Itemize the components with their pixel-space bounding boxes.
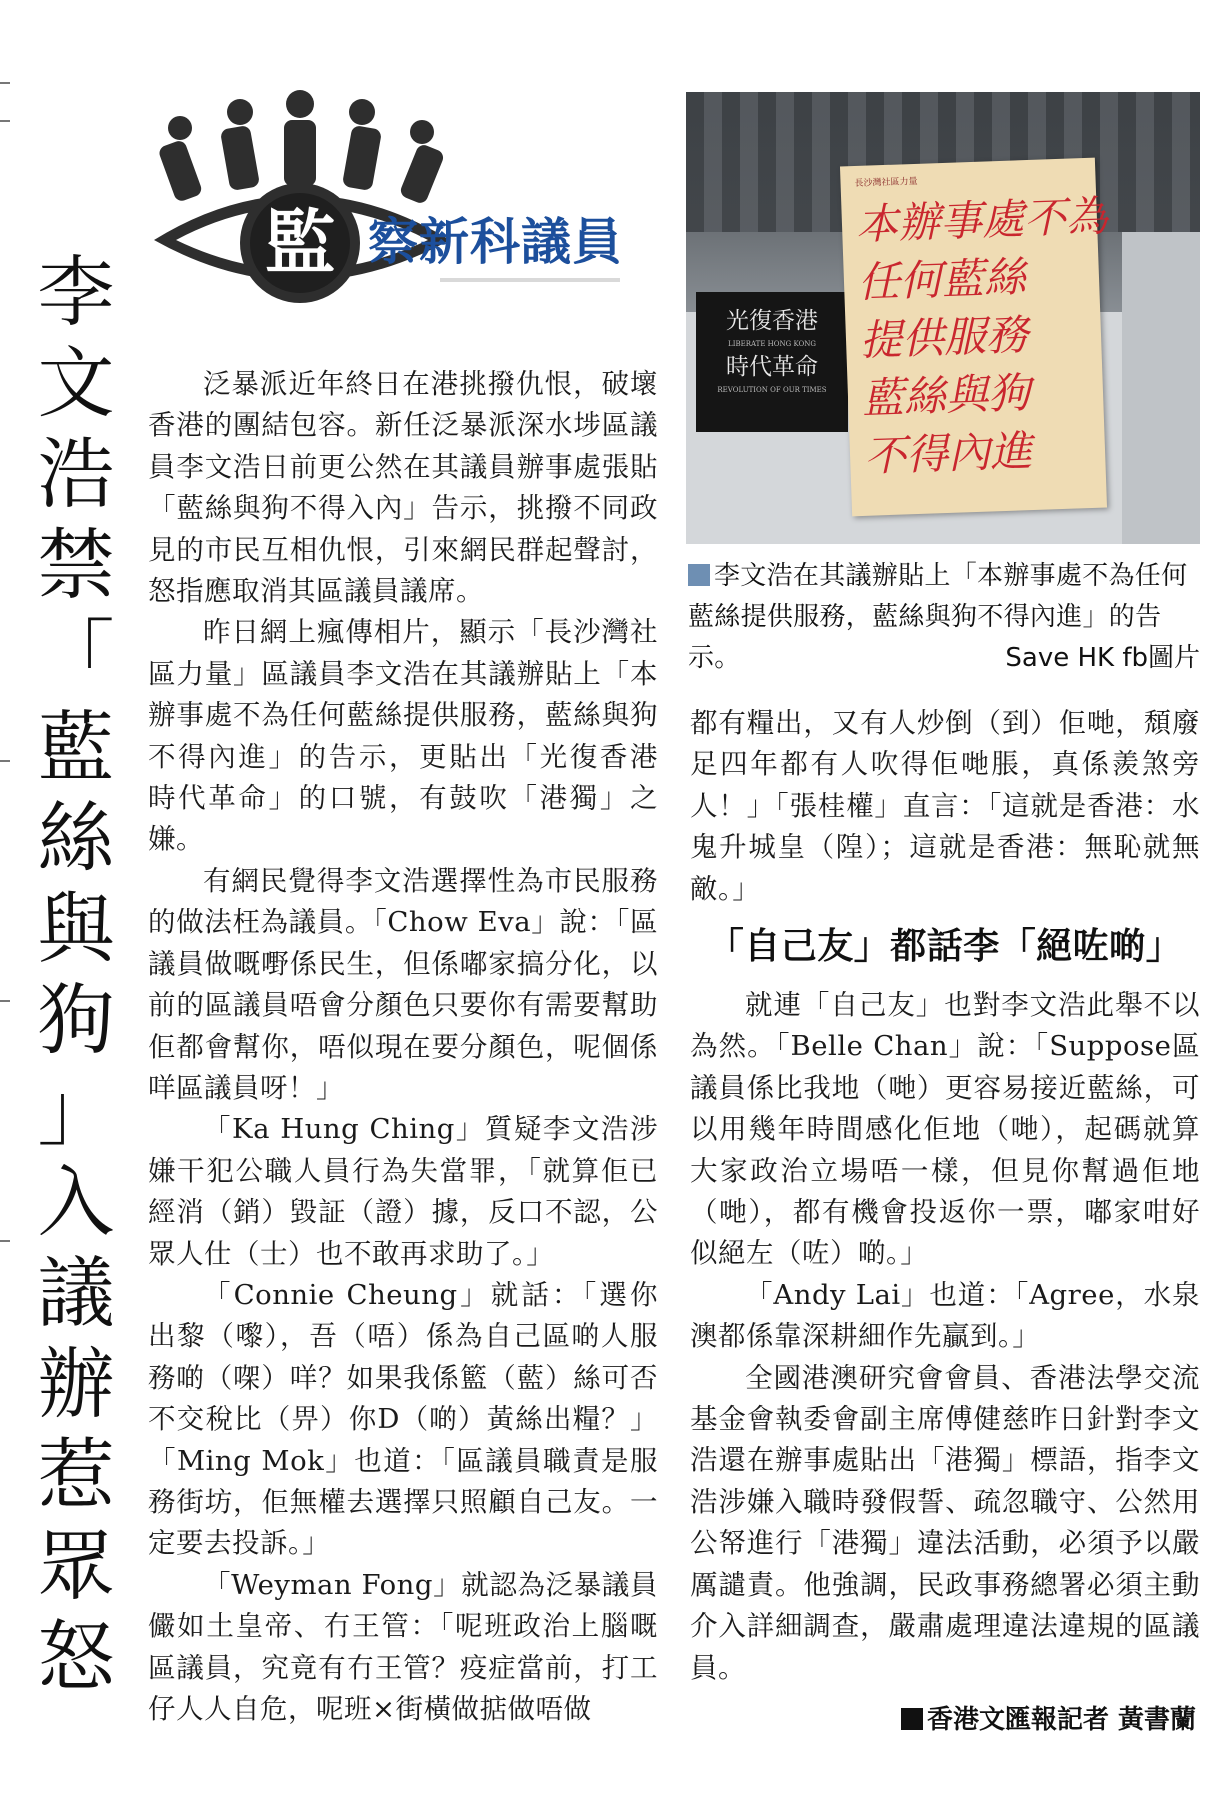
paragraph: 就連「自己友」也對李文浩此舉不以為然。「Belle Chan」說：「Suppose區議員係比我地（哋）更容易接近藍絲，可以用幾年時間感化佢地（哋），起碼就算大家政治立場唔一樣，但見你幫過佢地（哋），都有機會投返你一票，嘟家咁好似絕左（咗）啲。」: [690, 989, 1200, 1270]
paragraph: 全國港澳研究會會員、香港法學交流基金會執委會副主席傅健慈昨日針對李文浩還在辦事處貼出「港獨」標語，指李文浩涉嫌入職時發假誓、疏忽職守、公然用公帑進行「港獨」違法活動，必須予以嚴厲譴責。他強調，民政事務總署必須主動介入詳細調查，嚴肅處理違法違規的區議員。: [690, 1361, 1200, 1684]
headline-char: 入: [37, 1159, 115, 1248]
byline: [901, 1700, 1196, 1740]
article-column-right: [690, 985, 1200, 1689]
photo-credit: Save HK fb圖片: [1005, 643, 1200, 673]
subheading: 「自己友」都話李「絕咗啲」: [707, 926, 1183, 967]
column-logo: [150, 90, 650, 305]
headline-char: 藍: [37, 704, 115, 793]
slogan-banner: [696, 292, 848, 432]
byline-text: 香港文匯報記者 黃書蘭: [926, 1705, 1196, 1735]
paragraph: 「Ka Hung Ching」質疑李文浩涉嫌干犯公職人員行為失當罪，「就算佢已經消（銷）毀証（證）據，反口不認，公眾人仕（士）也不敢再求助了。」: [148, 1113, 658, 1270]
paragraph: 「Andy Lai」也道：「Agree，水泉澳都係靠深耕細作先贏到。」: [690, 1278, 1200, 1353]
sign-line: 任何藍絲: [857, 252, 1027, 307]
headline-char: 禁: [37, 522, 115, 611]
headline-char: 絲: [37, 795, 115, 884]
headline: [28, 248, 124, 1704]
article-column-right-top: [690, 703, 1200, 910]
headline-char: 「: [37, 613, 115, 702]
headline-char: 狗: [37, 977, 115, 1066]
headline-char: 眾: [37, 1523, 115, 1612]
headline-char: 與: [37, 886, 115, 975]
banner-subline: LIBERATE HONG KONG: [728, 340, 816, 348]
banner-subline: REVOLUTION OF OUR TIMES: [717, 386, 827, 394]
banner-line: 時代革命: [726, 354, 818, 380]
headline-char: 怒: [37, 1614, 115, 1703]
sign-text: [855, 188, 1109, 486]
headline-char: 李: [37, 249, 115, 338]
sign-line: 本辦事處不為: [855, 191, 1109, 250]
headline-char: 」: [37, 1068, 115, 1157]
paragraph: 「Connie Cheung」就話：「選你出黎（嚟），吾（唔）係為自己區啲人服務啲（㗎）咩？如果我係籃（藍）絲可否不交稅比（畀）你D（啲）黃絲出糧？」「Ming Mok」也道：「區議員職責是服務街坊，佢無權去選擇只照顧自己友。一定要去投訴。」: [148, 1278, 658, 1560]
notice-sign: [840, 158, 1107, 517]
sign-line: 藍絲與狗: [861, 368, 1031, 423]
page-edge-marks: [0, 0, 12, 1809]
paragraph: 泛暴派近年終日在港挑撥仇恨，破壞香港的團結包容。新任泛暴派深水埗區議員李文浩日前更公然在其議員辦事處張貼「藍絲與狗不得入內」告示，挑撥不同政見的市民互相仇恨，引來網民群起聲討，怒指應取消其區議員議席。: [148, 368, 658, 608]
headline-char: 議: [37, 1250, 115, 1339]
article-column-left: [148, 364, 658, 1730]
byline-square-icon: [901, 1708, 923, 1730]
photo-wall-right: [1122, 232, 1200, 544]
paragraph: 都有糧出，又有人炒倒（到）佢哋，頹廢足四年都有人吹得佢哋脹，真係羨煞旁人！」「張桂權」直言：「這就是香港：水鬼升城皇（隍）；這就是香港：無恥就無敵。」: [690, 707, 1200, 905]
logo-big-character: 監: [265, 202, 335, 284]
paragraph: 有網民覺得李文浩選擇性為市民服務的做法枉為議員。「Chow Eva」說：「區議員做嘅嘢係民生，但係嘟家搞分化，以前的區議員唔會分顏色只要你有需要幫助佢都會幫你，唔似現在要分顏色，呢個係咩區議員呀！」: [148, 864, 658, 1104]
paragraph: 昨日網上瘋傳相片，顯示「長沙灣社區力量」區議員李文浩在其議辦貼上「本辦事處不為任何藍絲提供服務，藍絲與狗不得內進」的告示，更貼出「光復香港 時代革命」的口號，有鼓吹「港獨」之嫌。: [148, 616, 658, 856]
headline-char: 惹: [37, 1432, 115, 1521]
headline-char: 文: [37, 340, 115, 429]
headline-char: 辦: [37, 1341, 115, 1430]
banner-line: 光復香港: [726, 308, 818, 334]
sign-line: 提供服務: [859, 310, 1029, 365]
paragraph: 「Weyman Fong」就認為泛暴議員儼如土皇帝、冇王管：「呢班政治上腦嘅區議員，究竟有冇王管？疫症當前，打工仔人人自危，呢班×街橫做掂做唔做: [148, 1568, 658, 1725]
sign-header: 長沙灣社區力量: [854, 176, 918, 190]
caption-credit-row: [688, 638, 1200, 679]
news-photo: [686, 92, 1200, 544]
caption-text: 李文浩在其議辦貼上「本辦事處不為任何藍絲提供服務，藍絲與狗不得內進」的告示。: [688, 561, 1188, 673]
caption-square-icon: [688, 564, 710, 586]
headline-char: 浩: [37, 431, 115, 520]
logo-title: 察新科議員: [368, 213, 623, 271]
sign-line: 不得內進: [863, 426, 1033, 481]
